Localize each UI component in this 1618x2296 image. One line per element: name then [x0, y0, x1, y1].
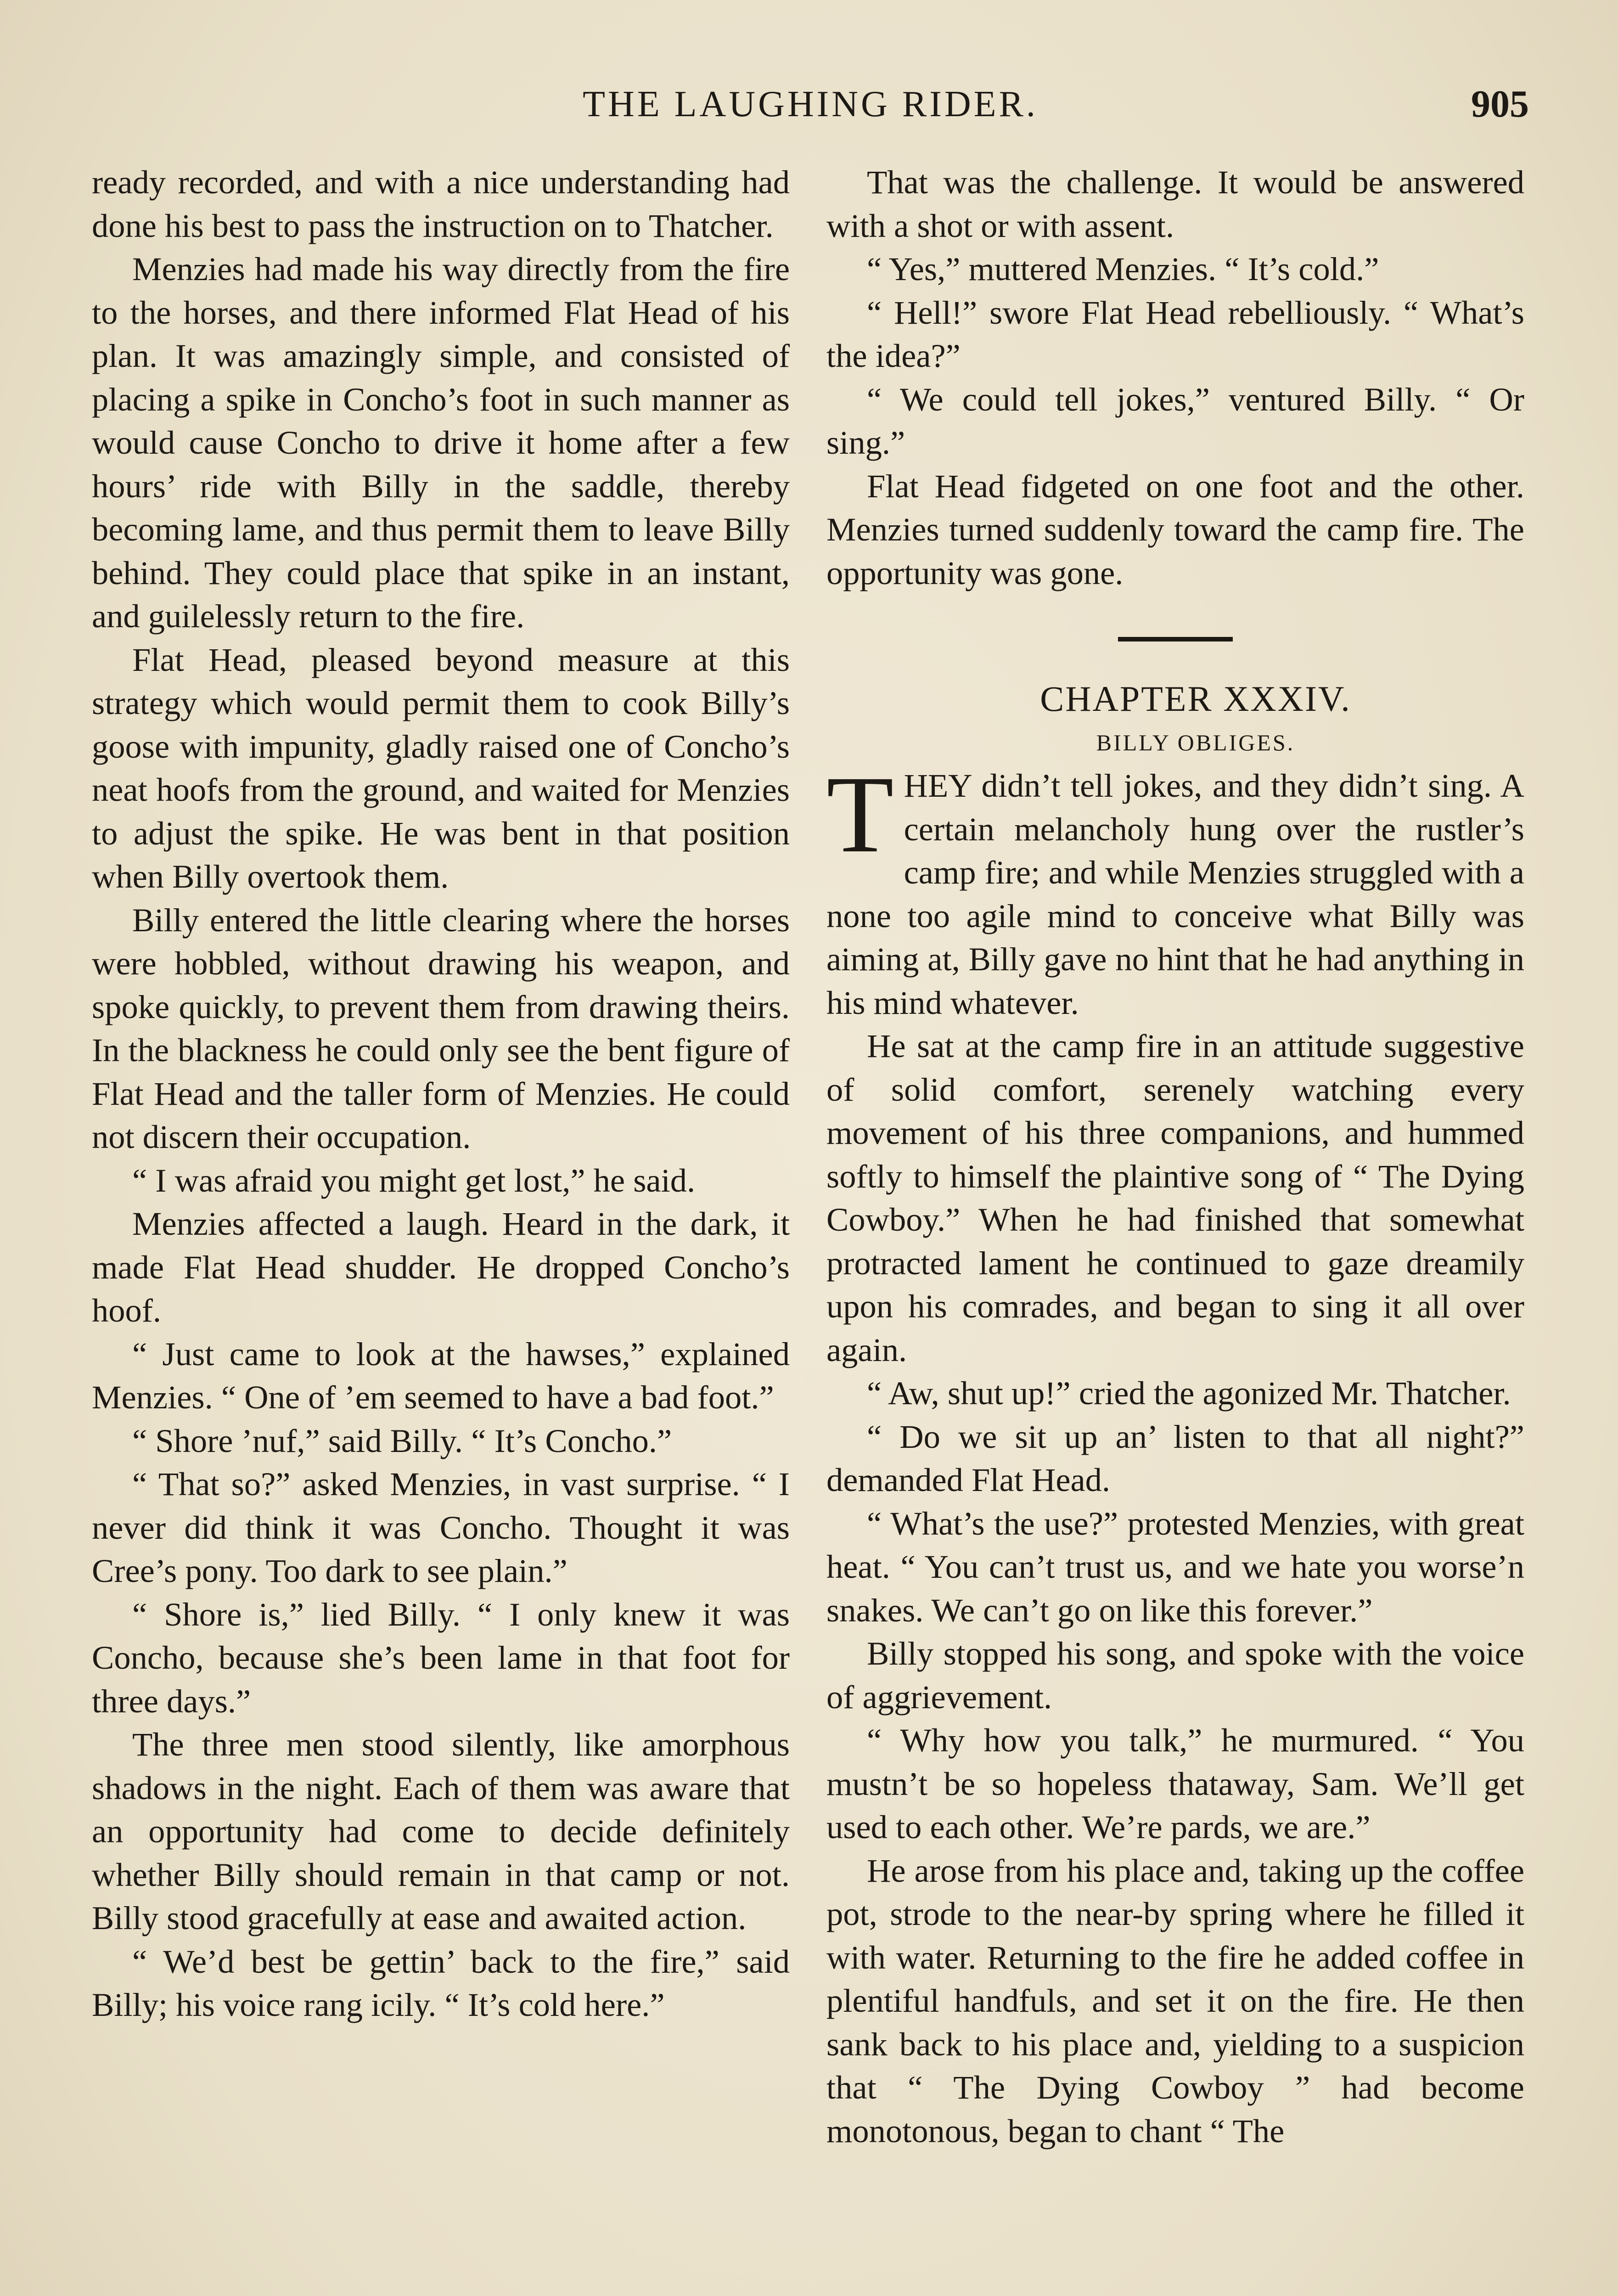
section-divider: [1118, 637, 1233, 642]
paragraph: “ That so?” asked Menzies, in vast surprise. “ I never did think it was Concho. Thought it was Cree’s pony. Too dark to see plain.”: [92, 1465, 790, 1589]
paragraph: “ Do we sit up an’ listen to that all night?” demanded Flat Head.: [826, 1418, 1524, 1498]
paragraph: “ Just came to look at the hawses,” explained Menzies. “ One of ’em seemed to have a bad foot.”: [92, 1335, 790, 1416]
paragraph: He arose from his place and, taking up the coffee pot, strode to the near-by spring where he filled it with water. Returning to the fire he added coffee in plentiful handfuls, and set it on the fire. He then sank back to his place and, yielding to a suspicion that “ The Dying Cowboy ” had become monotonous, began to chant “ The: [826, 1851, 1524, 2150]
paragraph: Menzies had made his way directly from the fire to the horses, and there informed Flat Head of his plan. It was amazingly simple, and consisted of placing a spike in Concho’s foot in such manner as would cause Concho to drive it home after a few hours’ ride with Billy in the saddle, thereby becoming lame, and thus permit them to leave Billy behind. They could place that spike in an instant, and guilelessly return to the fire.: [92, 250, 790, 635]
paragraph: The three men stood silently, like amorphous shadows in the night. Each of them was aware that an opportunity had come to decide definitely whether Billy should remain in that camp or not. Billy stood gracefully at ease and awaited action.: [92, 1726, 790, 1936]
paragraph: ready recorded, and with a nice understanding had done his best to pass the instruction on to Thatcher.: [92, 163, 790, 244]
running-title: THE LAUGHING RIDER.: [583, 84, 1038, 124]
paragraph: “ Shore is,” lied Billy. “ I only knew it was Concho, because she’s been lame in that foot for three days.”: [92, 1595, 790, 1720]
chapter-opening-paragraph: [826, 753, 1524, 1024]
chapter-heading: CHAPTER XXXIV.: [1040, 679, 1351, 719]
paragraph: Flat Head fidgeted on one foot and the other. Menzies turned suddenly toward the camp fire. The opportunity was gone.: [826, 467, 1524, 591]
chapter-subtitle: BILLY OBLIGES.: [1096, 729, 1295, 755]
left-column: [92, 161, 790, 2027]
paragraph: “ I was afraid you might get lost,” he said.: [132, 1161, 696, 1199]
paragraph: Billy stopped his song, and spoke with the voice of aggrievement.: [826, 1635, 1524, 1716]
page-header: [92, 78, 1529, 129]
page-number: 905: [1471, 83, 1529, 125]
paragraph: “ What’s the use?” protested Menzies, with great heat. “ You can’t trust us, and we hate you worse’n snakes. We can’t go on like this forever.”: [826, 1504, 1524, 1629]
paragraph: “ Why how you talk,” he murmured. “ You mustn’t be so hopeless thataway, Sam. We’ll get used to each other. We’re pards, we are.”: [826, 1722, 1524, 1846]
right-column: [826, 161, 1524, 2153]
paragraph: He sat at the camp fire in an attitude suggestive of solid comfort, serenely watching every movement of his three companions, and hummed softly to himself the plaintive song of “ The Dying Cowboy.” When he had finished that somewhat protracted lament he continued to gaze dreamily upon his comrades, and began to sing it all over again.: [826, 1027, 1524, 1368]
paragraph: Flat Head, pleased beyond measure at this strategy which would permit them to cook Billy’s goose with impunity, gladly raised one of Concho’s neat hoofs from the ground, and waited for Menzies to adjust the spike. He was bent in that position when Billy overtook them.: [92, 641, 790, 895]
paragraph: “ Yes,” muttered Menzies. “ It’s cold.”: [867, 250, 1379, 287]
paragraph: “ Aw, shut up!” cried the agonized Mr. Thatcher.: [867, 1374, 1511, 1412]
paragraph: Menzies affected a laugh. Heard in the dark, it made Flat Head shudder. He dropped Concho’s hoof.: [92, 1205, 790, 1329]
paragraph: “ Shore ’nuf,” said Billy. “ It’s Concho.”: [132, 1422, 672, 1459]
drop-cap: T: [826, 753, 894, 875]
opening-text: HEY didn’t tell jokes, and they didn’t sing. A certain melancholy hung over the rustler’s camp fire; and while Menzies struggled with a none too agile mind to conceive what Billy was aiming at, Billy gave no hint that he had anything in his mind whatever.: [826, 767, 1524, 1021]
paragraph: “ We could tell jokes,” ventured Billy. “ Or sing.”: [826, 380, 1524, 461]
paragraph: Billy entered the little clearing where the horses were hobbled, without drawing his weapon, and spoke quickly, to prevent them from drawing theirs. In the blackness he could only see the bent figure of Flat Head and the taller form of Menzies. He could not discern their occupation.: [92, 901, 790, 1155]
paragraph: “ Hell!” swore Flat Head rebelliously. “ What’s the idea?”: [826, 293, 1524, 374]
paragraph: “ We’d best be gettin’ back to the fire,” said Billy; his voice rang icily. “ It’s cold here.”: [92, 1942, 790, 2023]
paragraph: That was the challenge. It would be answered with a shot or with assent.: [826, 163, 1524, 244]
